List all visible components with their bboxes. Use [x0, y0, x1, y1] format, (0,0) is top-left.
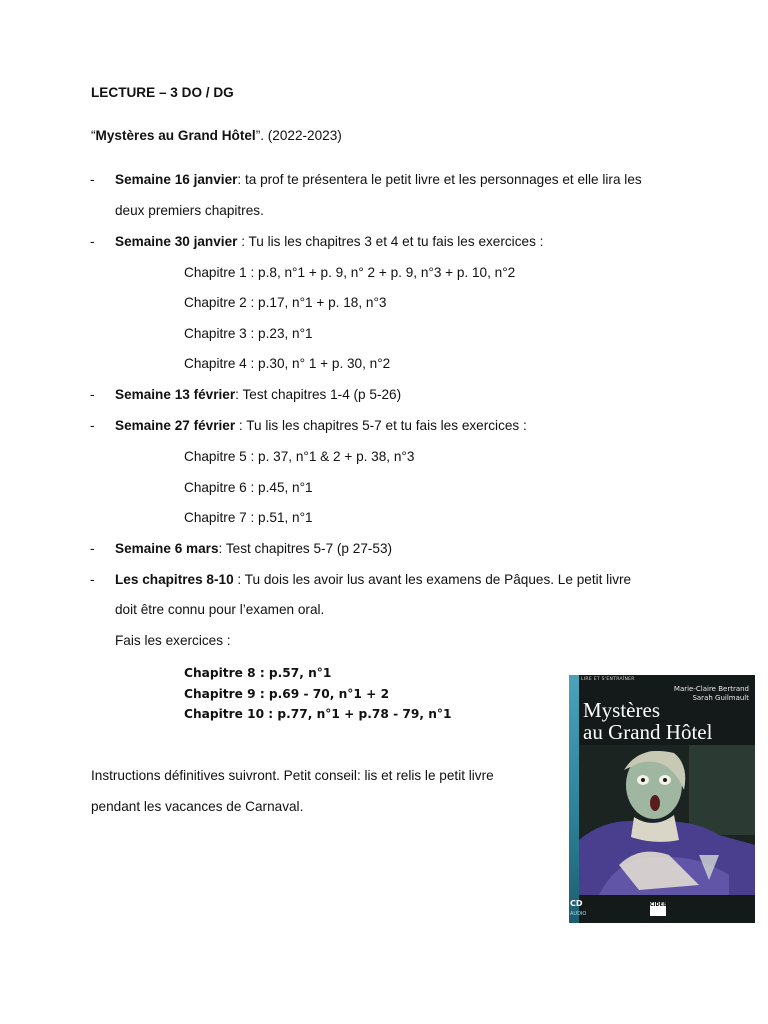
schedule-item-text-continued: deux premiers chapitres.: [115, 203, 264, 218]
schedule-item-semaine-16-janvier: [115, 171, 642, 189]
cover-author: Sarah Guilmault: [692, 694, 749, 702]
cover-author: Marie-Claire Bertrand: [673, 685, 749, 693]
footer-instructions: Instructions définitives suivront. Petit conseil: lis et relis le petit livre: [91, 768, 494, 783]
schedule-item-label: Semaine 30 janvier: [115, 234, 238, 249]
schedule-item-label: Semaine 16 janvier: [115, 172, 238, 187]
cover-title-line: Mystères: [583, 698, 660, 722]
year-range: ”. (2022-2023): [255, 128, 342, 143]
cover-title-line: au Grand Hôtel: [583, 720, 713, 744]
bullet-dash: -: [90, 418, 95, 433]
bullet-dash: -: [90, 234, 95, 249]
exercises-intro: Fais les exercices :: [115, 633, 231, 648]
schedule-item-semaine-13-fevrier: [115, 386, 401, 404]
exercise-line: Chapitre 2 : p.17, n°1 + p. 18, n°3: [184, 295, 387, 310]
exercise-line: Chapitre 8 : p.57, n°1: [184, 666, 332, 680]
schedule-item-text: : ta prof te présentera le petit livre et les personnages et elle lira les: [237, 172, 642, 187]
bullet-dash: -: [90, 541, 95, 556]
schedule-item-text: : Tu lis les chapitres 3 et 4 et tu fais les exercices :: [237, 234, 544, 249]
schedule-item-text: : Test chapitres 1-4 (p 5-26): [235, 387, 402, 402]
exercise-line: Chapitre 5 : p. 37, n°1 & 2 + p. 38, n°3: [184, 449, 415, 464]
exercise-line: Chapitre 1 : p.8, n°1 + p. 9, n° 2 + p. 9, n°3 + p. 10, n°2: [184, 265, 516, 280]
schedule-item-label: Semaine 13 février: [115, 387, 236, 402]
bullet-dash: -: [90, 572, 95, 587]
cover-series-label: LIRE ET S'ENTRAÎNER: [581, 677, 635, 682]
exercise-line: Chapitre 9 : p.69 - 70, n°1 + 2: [184, 687, 390, 701]
schedule-item-text-continued: doit être connu pour l’examen oral.: [115, 602, 325, 617]
cover-title: [583, 699, 753, 743]
exercise-line: Chapitre 4 : p.30, n° 1 + p. 30, n°2: [184, 356, 391, 371]
exercise-line: Chapitre 3 : p.23, n°1: [184, 326, 313, 341]
cover-spine: [569, 675, 579, 923]
bullet-dash: -: [90, 172, 95, 187]
cover-illustration: [579, 745, 755, 895]
cover-publisher-logo: CIDEB: [650, 902, 666, 916]
schedule-item-semaine-30-janvier: [115, 233, 543, 251]
schedule-item-semaine-27-fevrier: [115, 417, 527, 435]
schedule-item-text: : Tu dois les avoir lus avant les examens de Pâques. Le petit livre: [233, 572, 632, 587]
schedule-item-label: Les chapitres 8-10: [115, 572, 234, 587]
book-title-line: [91, 127, 342, 145]
page-heading: LECTURE – 3 DO / DG: [91, 85, 234, 100]
schedule-item-text: : Test chapitres 5-7 (p 27-53): [218, 541, 393, 556]
exercise-line: Chapitre 10 : p.77, n°1 + p.78 - 79, n°1: [184, 707, 452, 721]
schedule-item-label: Semaine 6 mars: [115, 541, 219, 556]
cover-cd-sub: AUDIO: [570, 911, 587, 917]
cover-cd-badge: [570, 899, 586, 919]
footer-instructions-continued: pendant les vacances de Carnaval.: [91, 799, 304, 814]
book-cover-image: [569, 675, 755, 923]
schedule-item-text: : Tu lis les chapitres 5-7 et tu fais les exercices :: [235, 418, 527, 433]
schedule-item-label: Semaine 27 février: [115, 418, 236, 433]
schedule-item-semaine-6-mars: [115, 540, 392, 558]
exercise-line: Chapitre 7 : p.51, n°1: [184, 510, 313, 525]
exercise-line: Chapitre 6 : p.45, n°1: [184, 480, 313, 495]
schedule-item-chapitres-8-10: [115, 571, 631, 589]
bullet-dash: -: [90, 387, 95, 402]
quote-open: “: [91, 128, 96, 143]
book-title: Mystères au Grand Hôtel: [95, 128, 256, 143]
cover-cd-label: CD: [570, 899, 583, 908]
